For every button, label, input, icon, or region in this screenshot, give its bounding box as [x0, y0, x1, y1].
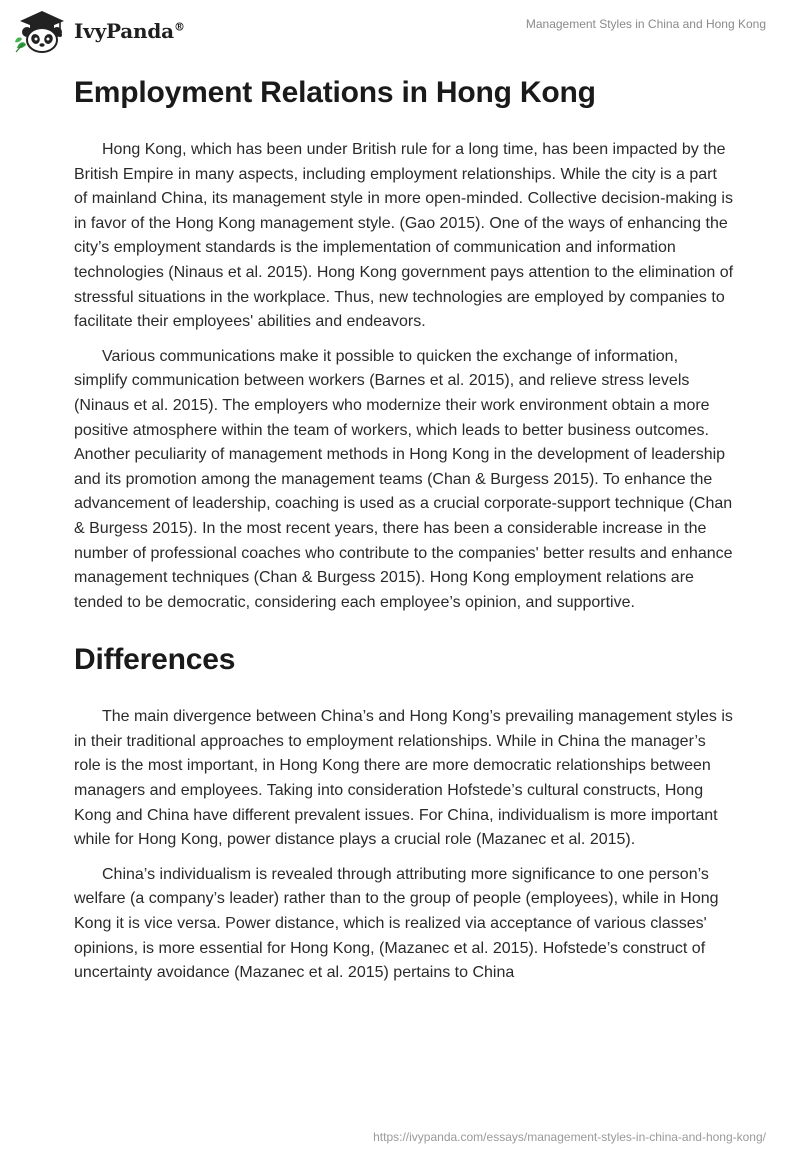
section-employment-relations	[74, 66, 734, 615]
paragraph: Various communications make it possible to quicken the exchange of information, simplify communication between workers (Barnes et al. 2015), and relieve stress levels (Ninaus et al. 2015). The employers who modernize their work environment obtain a more positive atmosphere within the team of workers, which leads to better business outcomes. Another peculiarity of management methods in Hong Kong in the development of leadership and its promotion among the management teams (Chan & Burgess 2015). To enhance the advancement of leadership, coaching is used as a crucial corporate-support technique (Chan & Burgess 2015). In the most recent years, there has been a considerable increase in the number of professional coaches who contribute to the companies' better results and enhance management techniques (Chan & Burgess 2015). Hong Kong employment relations are tended to be democratic, considering each employee’s opinion, and supportive.	[74, 347, 733, 611]
paragraph: Hong Kong, which has been under British rule for a long time, has been impacted by the British Empire in many aspects, including employment relationships. While the city is a part of mainland China, its management style in more open-minded. Collective decision-making is in favor of the Hong Kong management style. (Gao 2015). One of the ways of enhancing the city’s employment standards is the implementation of communication and information technologies (Ninaus et al. 2015). Hong Kong government pays attention to the elimination of stressful situations in the workplace. Thus, new technologies are employed by companies to facilitate their employees' abilities and endeavors.	[74, 141, 734, 331]
paragraph: The main divergence between China’s and Hong Kong’s prevailing management styles is in their traditional approaches to employment relationships. While in China the manager’s role is the most important, in Hong Kong there are more democratic relationships between managers and employees. Taking into consideration Hofstede’s cultural constructs, Hong Kong and China have different prevalent issues. For China, individualism is more important while for Hong Kong, power distance plays a crucial role (Mazanec et al. 2015).	[74, 708, 733, 849]
section-heading: Employment Relations in Hong Kong	[74, 76, 596, 109]
page-header	[0, 0, 800, 60]
ivypanda-logo[interactable]	[14, 8, 185, 54]
paragraph: China’s individualism is revealed through attributing more significance to one person’s welfare (a company’s leader) rather than to the group of people (employees), while in Hong Kong it is vice versa. Power distance, which is realized via acceptance of various classes' opinions, is more essential for Hong Kong, (Mazanec et al. 2015). Hofstede’s construct of uncertainty avoidance (Mazanec et al. 2015) pertains to China	[74, 865, 719, 982]
section-heading: Differences	[74, 643, 236, 677]
essay-content	[74, 66, 734, 996]
section-differences	[74, 633, 734, 986]
document-title: Management Styles in China and Hong Kong	[525, 17, 766, 31]
source-url: https://ivypanda.com/essays/management-styles-in-china-and-hong-kong/	[373, 1130, 766, 1144]
panda-graduate-icon	[14, 8, 70, 54]
logo-wordmark: IvyPanda®	[74, 19, 185, 43]
